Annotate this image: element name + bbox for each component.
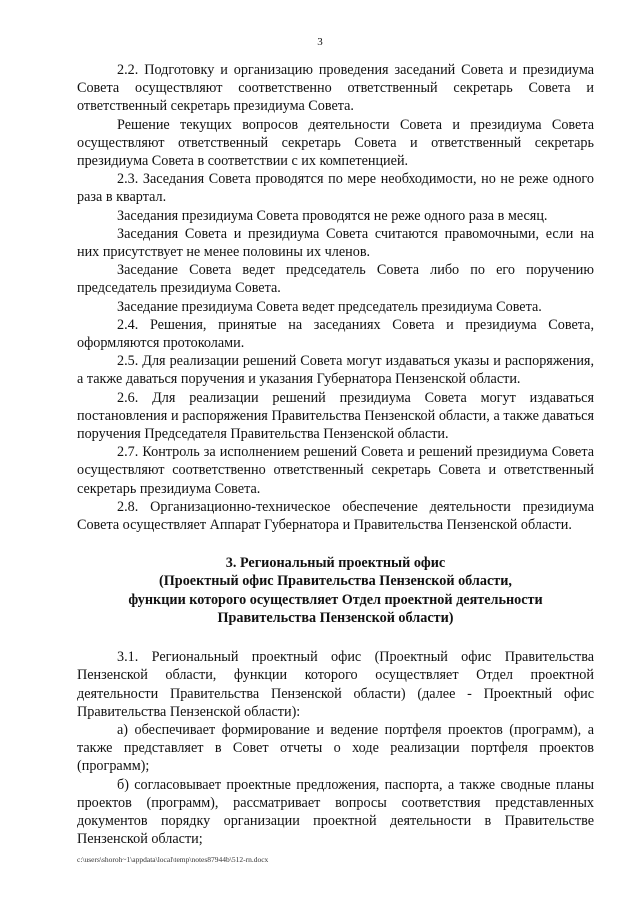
paragraph: Заседания президиума Совета проводятся не реже одного раза в месяц. <box>117 207 548 224</box>
paragraph: 2.6. Для реализации решений президиума Совета могут издаваться постановления и распоряжения Правительства Пензенской области, а также даваться поручения Председателя Правительства Пензенской области. <box>77 389 594 443</box>
paragraph: 2.3. Заседания Совета проводятся по мере необходимости, но не реже одного раза в квартал. <box>77 171 594 206</box>
paragraph: 2.7. Контроль за исполнением решений Совета и решений президиума Совета осуществляют соответственно ответственный секретарь Совета и ответственный секретарь президиума Совета. <box>77 444 594 497</box>
page-number: 3 <box>317 36 323 48</box>
paragraph: Заседание президиума Совета ведет председатель президиума Совета. <box>117 298 542 315</box>
section-heading <box>77 554 594 627</box>
heading-line: (Проектный офис Правительства Пензенской области, <box>159 573 512 590</box>
paragraph: 3.1. Региональный проектный офис (Проектный офис Правительства Пензенской области, функции которого осуществляет Отдел проектной деятельности Правительства Пензенской области) (далее - Проектный офис Правительства Пензенской области): <box>77 649 594 720</box>
heading-line: Правительства Пензенской области) <box>217 609 454 626</box>
paragraph: Заседания Совета и президиума Совета считаются правомочными, если на них присутствует не менее половины их членов. <box>77 225 594 261</box>
paragraph: 2.8. Организационно-техническое обеспечение деятельности президиума Совета осуществляет Аппарат Губернатора и Правительства Пензенской области. <box>77 498 594 534</box>
document-body <box>77 61 594 848</box>
footer-file-path: c:\users\shoroh~1\appdata\local\temp\notes87944b\512-rn.docx <box>77 855 269 864</box>
heading-line: 3. Региональный проектный офис <box>225 555 446 572</box>
paragraph: 2.4. Решения, принятые на заседаниях Совета и президиума Совета, оформляются протоколами. <box>77 316 594 352</box>
paragraph: б) согласовывает проектные предложения, паспорта, а также сводные планы проектов (программ), рассматривает вопросы соответствия представленных документов порядку организации проектной деятельности в Правительстве Пензенской области; <box>77 776 594 848</box>
paragraph: Заседание Совета ведет председатель Совета либо по его поручению председатель президиума Совета. <box>77 262 594 297</box>
paragraph: Решение текущих вопросов деятельности Совета и президиума Совета осуществляют ответственный секретарь Совета и ответственный секретарь президиума Совета в соответствии с их компетенцией. <box>77 116 594 170</box>
paragraph: 2.2. Подготовку и организацию проведения заседаний Совета и президиума Совета осуществляют соответственно ответственный секретарь Совета и ответственный секретарь президиума Совета. <box>77 62 594 115</box>
paragraph: а) обеспечивает формирование и ведение портфеля проектов (программ), а также представляет в Совет отчеты о ходе реализации портфеля проектов (программ); <box>77 721 594 775</box>
heading-line: функции которого осуществляет Отдел проектной деятельности <box>128 591 543 608</box>
paragraph: 2.5. Для реализации решений Совета могут издаваться указы и распоряжения, а также даваться поручения и указания Губернатора Пензенской области. <box>77 353 594 388</box>
